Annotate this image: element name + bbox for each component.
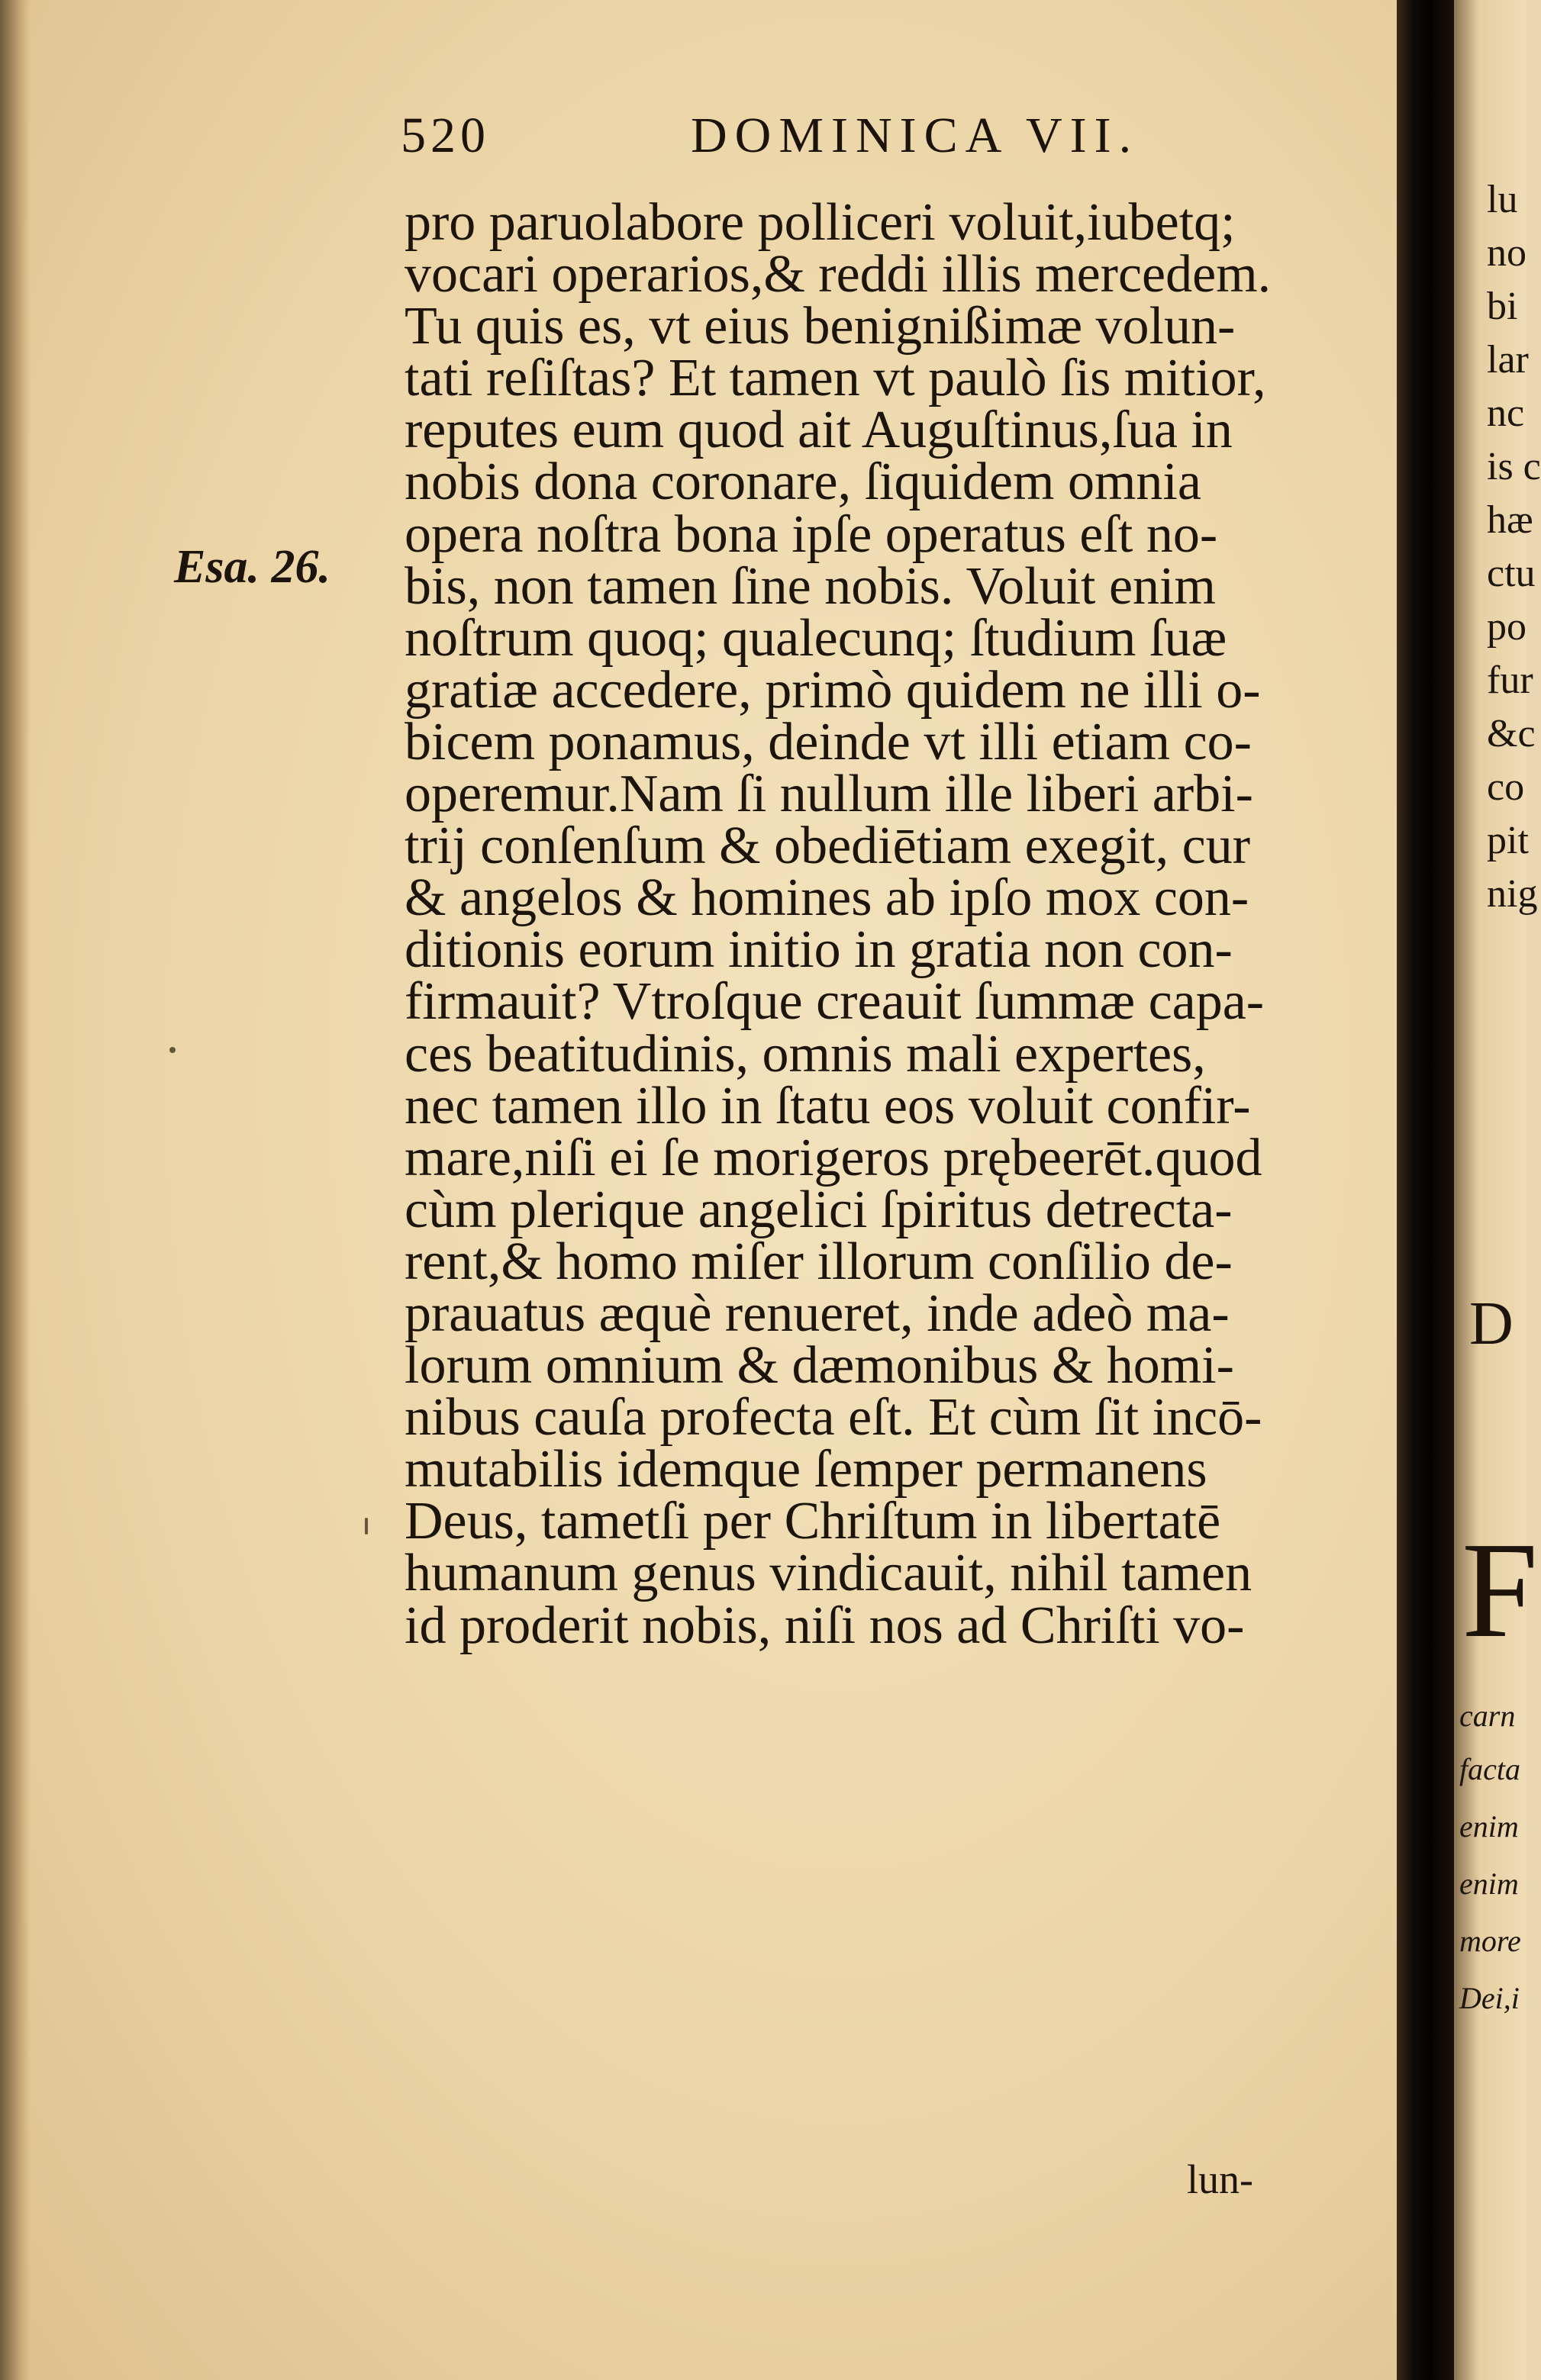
text-line: operemur.Nam ſi nullum ille liberi arbi- [405,765,1253,824]
text-line: & angelos & homines ab ipſo mox con- [405,868,1249,928]
facing-page-drop-cap: F [1462,1514,1539,1666]
facing-page-fragment: ctu [1487,552,1536,595]
text-line: prauatus æquè renueret, inde adeò ma- [405,1283,1230,1343]
facing-page-fragment: is c [1487,445,1541,488]
text-line: Deus, tametſi per Chriſtum in libertatē [405,1492,1221,1551]
text-line: pro paruolabore polliceri voluit,iubetq; [405,193,1236,252]
facing-page-fragment: nig [1487,872,1538,916]
text-line: opera noſtra bona ipſe operatus eſt no- [405,504,1218,564]
text-line: lorum omnium & dæmonibus & homi- [405,1336,1234,1396]
text-line: firmauit? Vtroſque creauit ſummæ capa- [405,972,1265,1032]
text-line: rent,& homo miſer illorum conſilio de- [405,1232,1233,1291]
facing-page-fragment: hæ [1487,498,1533,542]
text-line: mare,niſi ei ſe morigeros prębeerēt.quod [405,1128,1262,1187]
text-line: nibus cauſa profecta eſt. Et cùm ſit incō- [405,1388,1262,1448]
ink-speck [365,1518,368,1535]
text-line: noſtrum quoq; qualecunq; ſtudium ſuæ [405,608,1227,668]
text-line: reputes eum quod ait Auguſtinus,ſua in [405,401,1233,460]
facing-page-italic: enim [1459,1809,1519,1844]
text-line: Tu quis es, vt eius benignißimæ volun- [405,297,1236,356]
text-line: ditionis eorum initio in gratia non con- [405,920,1233,980]
facing-page-italic: enim [1459,1866,1519,1901]
running-title: DOMINICA VII. [691,108,1140,163]
text-line: nec tamen illo in ſtatu eos voluit confir- [405,1076,1251,1135]
page-edge-shadow [0,0,31,2380]
ink-speck [169,1047,176,1053]
text-line: bicem ponamus, deinde vt illi etiam co- [405,712,1252,771]
facing-page-fragment: po [1487,605,1526,649]
facing-page-fragment: co [1487,765,1525,809]
facing-page-fragment: pit [1487,819,1529,862]
body-text [405,193,1404,1655]
facing-page-fragment: lu [1487,178,1518,221]
page-number: 520 [401,108,490,163]
text-line: gratiæ accedere, primò quidem ne illi o- [405,660,1261,720]
text-line: tati reſiſtas? Et tamen vt paulò ſis mitior, [405,349,1266,408]
facing-page-fragment: nc [1487,391,1525,435]
margin-reference: Esa. 26. [174,541,330,593]
text-line: humanum genus vindicauit, nihil tamen [405,1544,1252,1603]
facing-page-fragment: fur [1487,659,1533,702]
text-line: ces beatitudinis, omnis mali expertes, [405,1024,1206,1084]
facing-page-italic: carn [1459,1699,1516,1733]
facing-page-italic: more [1459,1924,1521,1958]
text-line: trij conſenſum & obediētiam exegit, cur [405,816,1251,876]
facing-page-fragment: bi [1487,285,1518,328]
text-line: bis, non tamen ſine nobis. Voluit enim [405,556,1216,616]
facing-page-fragment: lar [1487,338,1529,382]
facing-page-fragment: no [1487,231,1526,275]
text-line: mutabilis idemque ſemper permanens [405,1440,1207,1499]
book-gutter [1397,0,1454,2380]
facing-page-initial: D [1469,1290,1514,1357]
facing-page-italic: facta [1459,1752,1520,1786]
text-line: vocari operarios,& reddi illis mercedem. [405,245,1272,304]
text-line: nobis dona coronare, ſiquidem omnia [405,452,1201,512]
catchword: lun- [1187,2156,1253,2202]
text-line: id proderit nobis, niſi nos ad Chriſti vo- [405,1596,1245,1655]
text-line: cùm plerique angelici ſpiritus detrecta- [405,1180,1233,1239]
facing-page-italic: Dei,i [1459,1981,1520,2015]
facing-page-fragment: &c [1487,712,1536,755]
